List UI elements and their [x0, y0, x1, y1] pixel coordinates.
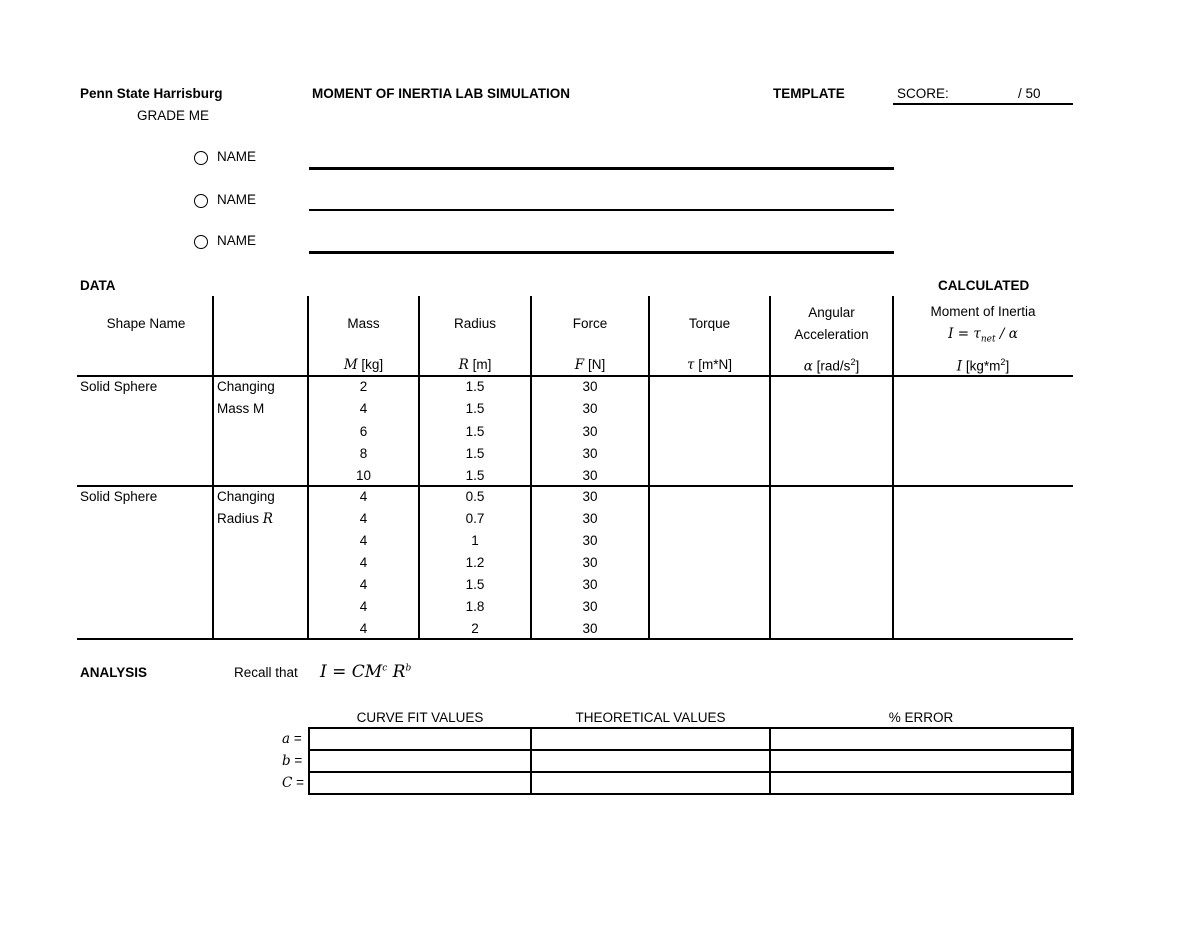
mass-cell: 4	[359, 489, 368, 504]
analysis-row-b-label: b =	[282, 753, 303, 769]
score-total: / 50	[1018, 86, 1041, 101]
score-label: SCORE:	[897, 86, 949, 101]
col-header-inertia-formula: $I = \tau_{net} / \alpha$	[948, 326, 1018, 345]
name-2-field[interactable]	[309, 209, 894, 211]
group1-shape: Solid Sphere	[80, 379, 158, 394]
force-cell: 30	[582, 489, 598, 504]
radius-cell: 1.5	[465, 379, 485, 394]
radius-cell: 2	[471, 621, 479, 636]
group2-shape: Solid Sphere	[80, 489, 158, 504]
a-theoretical-input[interactable]	[533, 730, 769, 749]
name-3-radio[interactable]	[194, 235, 208, 249]
mass-cell: 10	[355, 468, 372, 483]
mass-cell: 6	[359, 424, 368, 439]
col-header-force-unit: F [N]	[574, 357, 606, 373]
mass-cell: 4	[359, 533, 368, 548]
analysis-grid-rule	[308, 771, 1074, 773]
mass-cell: 2	[359, 379, 368, 394]
force-cell: 30	[582, 446, 598, 461]
group1-desc-line1: Changing	[217, 379, 275, 394]
col-header-torque-unit: τ [m*N]	[687, 357, 732, 373]
template-label: TEMPLATE	[773, 86, 845, 101]
b-theoretical-input[interactable]	[533, 752, 769, 771]
force-cell: 30	[582, 621, 598, 636]
analysis-grid-divider	[1071, 727, 1074, 795]
force-cell: 30	[582, 401, 598, 416]
analysis-row-a-label: a =	[282, 731, 302, 747]
force-cell: 30	[582, 468, 598, 483]
col-header-angular-line1: Angular	[808, 305, 855, 320]
mass-cell: 4	[359, 555, 368, 570]
mass-cell: 8	[359, 446, 368, 461]
radius-cell: 1.8	[465, 599, 485, 614]
recall-text: Recall that	[234, 665, 298, 680]
mass-cell: 4	[359, 511, 368, 526]
col-header-theoretical: THEORETICAL VALUES	[575, 710, 726, 725]
col-header-angular-line2: Acceleration	[794, 327, 869, 342]
col-header-shape-name: Shape Name	[106, 316, 186, 331]
grade-me-label: GRADE ME	[137, 108, 210, 123]
table-divider	[212, 296, 214, 640]
c-error-input[interactable]	[772, 774, 1071, 793]
force-cell: 30	[582, 379, 598, 394]
b-curve-fit-input[interactable]	[311, 752, 530, 771]
page-title: MOMENT OF INERTIA LAB SIMULATION	[312, 86, 570, 101]
c-theoretical-input[interactable]	[533, 774, 769, 793]
force-cell: 30	[582, 555, 598, 570]
analysis-grid-rule	[308, 793, 1074, 795]
force-cell: 30	[582, 533, 598, 548]
b-error-input[interactable]	[772, 752, 1071, 771]
table-header-rule	[77, 375, 1073, 377]
analysis-grid-divider	[769, 727, 771, 795]
radius-cell: 1.5	[465, 401, 485, 416]
name-2-radio[interactable]	[194, 194, 208, 208]
radius-cell: 1.2	[465, 555, 485, 570]
col-header-error: % ERROR	[888, 710, 954, 725]
table-divider	[648, 296, 650, 640]
analysis-label: ANALYSIS	[80, 665, 148, 680]
force-cell: 30	[582, 424, 598, 439]
mass-cell: 4	[359, 599, 368, 614]
name-2-label: NAME	[217, 192, 257, 207]
col-header-inertia: Moment of Inertia	[930, 304, 1036, 319]
data-section-label: DATA	[80, 278, 116, 293]
analysis-row-c-label: C =	[282, 775, 304, 791]
force-cell: 30	[582, 599, 598, 614]
group2-desc-line1: Changing	[217, 489, 275, 504]
a-curve-fit-input[interactable]	[311, 730, 530, 749]
col-header-radius-unit: R [m]	[458, 357, 492, 373]
group2-desc-line2: Radius R	[217, 511, 273, 527]
power-law-formula: $I = CM^c$ $R^b$	[320, 662, 412, 682]
radius-cell: 1.5	[465, 577, 485, 592]
radius-cell: 1.5	[465, 468, 485, 483]
a-error-input[interactable]	[772, 730, 1071, 749]
col-header-mass: Mass	[347, 316, 380, 331]
score-underline[interactable]	[893, 103, 1073, 105]
table-divider	[892, 296, 894, 640]
mass-cell: 4	[359, 401, 368, 416]
force-cell: 30	[582, 577, 598, 592]
col-header-radius: Radius	[453, 316, 497, 331]
radius-cell: 1	[471, 533, 479, 548]
group1-desc-line2: Mass M	[217, 401, 265, 416]
col-header-inertia-unit: I $[kg*m^2]$	[956, 357, 1010, 375]
institution-name: Penn State Harrisburg	[80, 86, 223, 101]
table-group-rule	[77, 485, 1073, 487]
name-1-field[interactable]	[309, 167, 894, 170]
radius-cell: 1.5	[465, 446, 485, 461]
force-cell: 30	[582, 511, 598, 526]
radius-cell: 0.5	[465, 489, 485, 504]
col-header-force: Force	[572, 316, 608, 331]
analysis-grid-rule	[308, 727, 1074, 729]
radius-cell: 0.7	[465, 511, 485, 526]
c-curve-fit-input[interactable]	[311, 774, 530, 793]
mass-cell: 4	[359, 621, 368, 636]
col-header-torque: Torque	[688, 316, 731, 331]
table-divider	[769, 296, 771, 640]
analysis-grid-divider	[530, 727, 532, 795]
name-3-field[interactable]	[309, 251, 894, 254]
col-header-curve-fit: CURVE FIT VALUES	[356, 710, 484, 725]
name-3-label: NAME	[217, 233, 257, 248]
radius-cell: 1.5	[465, 424, 485, 439]
calculated-label: CALCULATED	[938, 278, 1030, 293]
col-header-mass-unit: M [kg]	[343, 357, 384, 373]
name-1-label: NAME	[217, 149, 257, 164]
analysis-grid-rule	[308, 749, 1074, 751]
mass-cell: 4	[359, 577, 368, 592]
table-bottom-rule	[77, 638, 1073, 640]
name-1-radio[interactable]	[194, 151, 208, 165]
analysis-grid-divider	[308, 727, 310, 795]
col-header-angular-unit: α $[rad/s^2]$	[803, 357, 860, 375]
